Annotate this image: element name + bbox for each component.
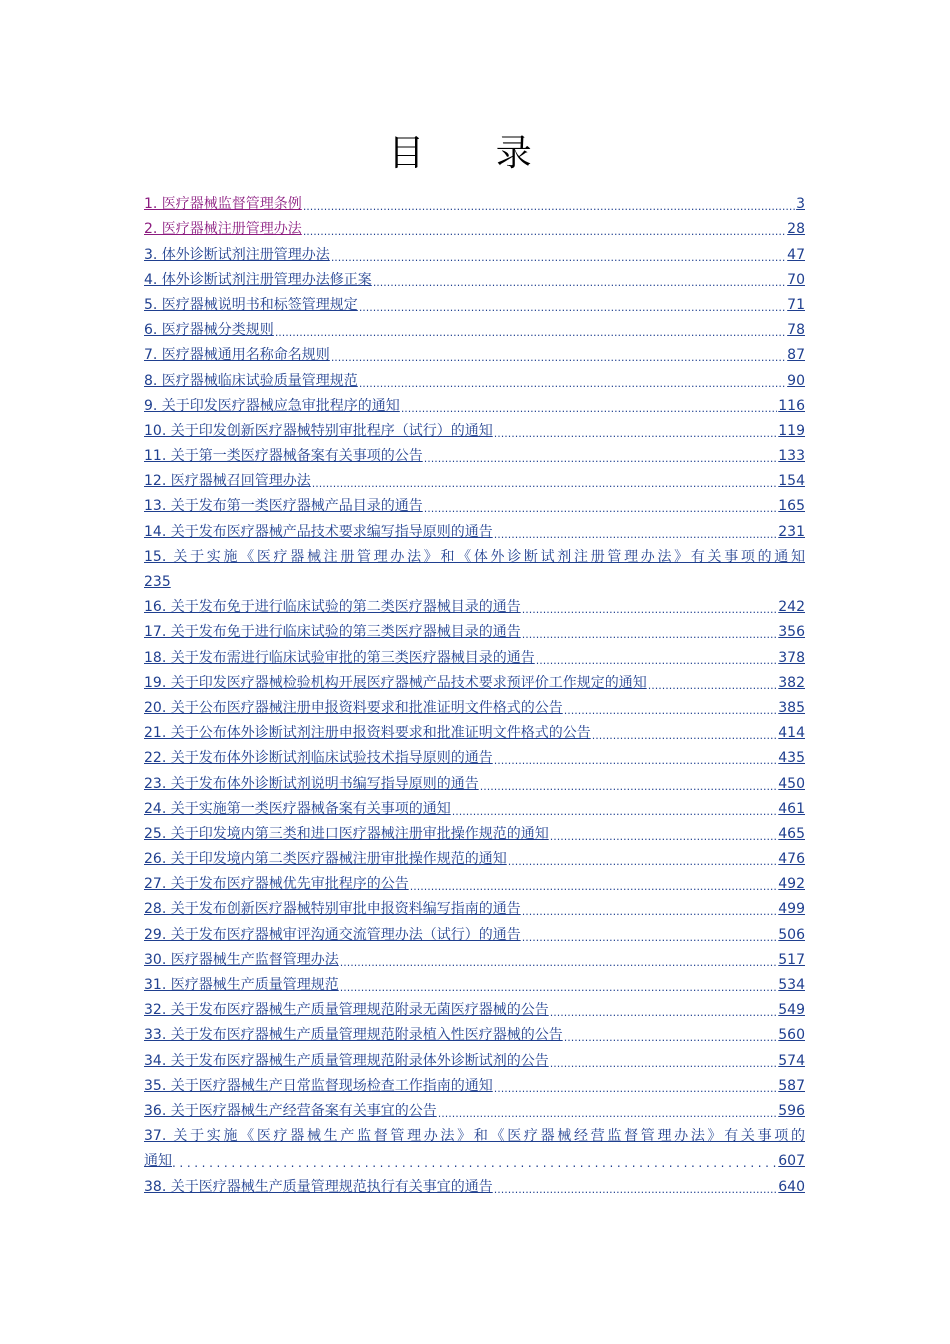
toc-entry-label[interactable]: 38. 关于医疗器械生产质量管理规范执行有关事宜的通告 (144, 1178, 493, 1195)
toc-leader-dots (303, 221, 786, 242)
toc-entry-16[interactable] (144, 595, 805, 620)
toc-leader-dots (522, 927, 778, 948)
toc-leader-dots (331, 247, 786, 268)
toc-page-number[interactable]: 242 (778, 599, 805, 616)
toc-leader-dots (592, 725, 778, 746)
toc-entry-label[interactable]: 8. 医疗器械临床试验质量管理规范 (144, 372, 358, 389)
toc-leader-dots (340, 952, 778, 973)
toc-entry-9[interactable] (144, 394, 805, 419)
toc-entry-label[interactable]: 18. 关于发布需进行临床试验审批的第三类医疗器械目录的通告 (144, 649, 535, 666)
toc-page-number[interactable]: 506 (778, 926, 805, 943)
toc-entry-23[interactable] (144, 771, 805, 796)
toc-page-number[interactable]: 499 (778, 901, 805, 918)
toc-page-number[interactable]: 587 (778, 1077, 805, 1094)
toc-entry-label[interactable]: 2. 医疗器械注册管理办法 (144, 221, 302, 238)
toc-entry-4[interactable] (144, 268, 805, 293)
toc-leader-dots (494, 1078, 778, 1099)
toc-entry-label[interactable]: 29. 关于发布医疗器械审评沟通交流管理办法（试行）的通告 (144, 926, 521, 943)
toc-page-number[interactable]: 356 (778, 624, 805, 641)
toc-entry-18[interactable] (144, 645, 805, 670)
toc-page-number[interactable]: 596 (778, 1102, 805, 1119)
toc-leader-dots (536, 650, 778, 671)
toc-entry-6[interactable] (144, 318, 805, 343)
toc-entry-label[interactable]: 7. 医疗器械通用名称命名规则 (144, 347, 330, 364)
toc-entry-label[interactable]: 36. 关于医疗器械生产经营备案有关事宜的公告 (144, 1102, 437, 1119)
toc-entry-3[interactable] (144, 242, 805, 267)
toc-entry-continuation[interactable] (144, 1149, 805, 1174)
toc-entry-label[interactable]: 1. 医疗器械监督管理条例 (144, 196, 302, 213)
toc-page-number[interactable]: 378 (778, 649, 805, 666)
toc-entry-label[interactable]: 17. 关于发布免于进行临床试验的第三类医疗器械目录的通告 (144, 624, 521, 641)
toc-page-number[interactable]: 154 (778, 473, 805, 490)
toc-leader-dots (522, 901, 778, 922)
toc-entry-17[interactable] (144, 620, 805, 645)
toc-page-number[interactable]: 517 (778, 951, 805, 968)
toc-page-number[interactable]: 435 (778, 750, 805, 767)
toc-leader-dots (564, 700, 778, 721)
toc-page-number[interactable]: 231 (778, 523, 805, 540)
toc-entry-label-continued[interactable]: 通知 (144, 1153, 172, 1170)
toc-entry-24[interactable] (144, 797, 805, 822)
toc-entry-30[interactable] (144, 948, 805, 973)
toc-page-number[interactable]: 476 (778, 851, 805, 868)
toc-page-number[interactable]: 71 (787, 296, 805, 313)
toc-leader-dots (359, 373, 786, 394)
toc-leader-dots (508, 851, 778, 872)
toc-leader-dots (550, 1002, 778, 1023)
toc-page-number[interactable]: 90 (787, 372, 805, 389)
toc-entry-12[interactable] (144, 469, 805, 494)
toc-entry-37[interactable] (144, 1124, 805, 1174)
toc-leader-dots (401, 398, 777, 419)
toc-leader-dots (522, 599, 778, 620)
toc-entry-label[interactable]: 28. 关于发布创新医疗器械特别审批申报资料编写指南的通告 (144, 901, 521, 918)
toc-page-number[interactable]: 465 (778, 825, 805, 842)
toc-page-number[interactable]: 133 (778, 448, 805, 465)
toc-leader-dots (550, 826, 778, 847)
toc-leader-dots (340, 977, 778, 998)
toc-entry-label[interactable]: 22. 关于发布体外诊断试剂临床试验技术指导原则的通告 (144, 750, 493, 767)
toc-page-number[interactable]: 382 (778, 674, 805, 691)
toc-entry-label[interactable]: 15. 关于实施《医疗器械注册管理办法》和《体外诊断试剂注册管理办法》有关事项的通知 (144, 548, 805, 565)
toc-entry-26[interactable] (144, 847, 805, 872)
toc-leader-dots (331, 347, 786, 368)
toc-entry-21[interactable] (144, 721, 805, 746)
toc-entry-5[interactable] (144, 293, 805, 318)
toc-leader-dots (480, 776, 778, 797)
toc-entry-label[interactable]: 5. 医疗器械说明书和标签管理规定 (144, 296, 358, 313)
toc-page-number[interactable]: 116 (778, 397, 805, 414)
toc-page-number[interactable]: 549 (778, 1002, 805, 1019)
toc-entry-label[interactable]: 9. 关于印发医疗器械应急审批程序的通知 (144, 397, 400, 414)
toc-entry-36[interactable] (144, 1099, 805, 1124)
toc-entry-label[interactable]: 27. 关于发布医疗器械优先审批程序的公告 (144, 876, 409, 893)
toc-entry-19[interactable] (144, 671, 805, 696)
toc-leader-dots (564, 1027, 778, 1048)
toc-entry-label[interactable]: 14. 关于发布医疗器械产品技术要求编写指导原则的通告 (144, 523, 493, 540)
toc-entry-label[interactable]: 25. 关于印发境内第三类和进口医疗器械注册审批操作规范的通知 (144, 825, 549, 842)
toc-entry-label[interactable]: 26. 关于印发境内第二类医疗器械注册审批操作规范的通知 (144, 851, 507, 868)
toc-entry-31[interactable] (144, 973, 805, 998)
toc-entry-label[interactable]: 12. 医疗器械召回管理办法 (144, 473, 311, 490)
toc-entry-label[interactable]: 30. 医疗器械生产监督管理办法 (144, 951, 339, 968)
toc-leader-dots (275, 322, 786, 343)
toc-leader-dots (359, 297, 786, 318)
toc-page-number[interactable]: 78 (787, 322, 805, 339)
toc-page-number[interactable]: 492 (778, 876, 805, 893)
table-of-contents (144, 192, 805, 1200)
toc-leader-dots (494, 524, 778, 545)
toc-leader-dots (452, 801, 778, 822)
toc-entry-11[interactable] (144, 444, 805, 469)
toc-leader-dots (438, 1103, 778, 1124)
toc-leader-dots (424, 498, 778, 519)
toc-entry-label[interactable]: 24. 关于实施第一类医疗器械备案有关事项的通知 (144, 800, 451, 817)
toc-page-number[interactable]: 461 (778, 800, 805, 817)
toc-entry-label[interactable]: 32. 关于发布医疗器械生产质量管理规范附录无菌医疗器械的公告 (144, 1002, 549, 1019)
toc-entry-22[interactable] (144, 746, 805, 771)
toc-entry-label[interactable]: 35. 关于医疗器械生产日常监督现场检查工作指南的通知 (144, 1077, 493, 1094)
toc-entry-label[interactable]: 21. 关于公布体外诊断试剂注册申报资料要求和批准证明文件格式的公告 (144, 725, 591, 742)
toc-leader-dots (494, 423, 778, 444)
toc-entry-35[interactable] (144, 1074, 805, 1099)
toc-leader-dots (550, 1053, 778, 1074)
toc-entry-label[interactable]: 13. 关于发布第一类医疗器械产品目录的通告 (144, 498, 423, 515)
toc-entry-27[interactable] (144, 872, 805, 897)
toc-leader-dots (410, 876, 778, 897)
toc-page-number[interactable]: 574 (778, 1052, 805, 1069)
toc-entry-label[interactable]: 16. 关于发布免于进行临床试验的第二类医疗器械目录的通告 (144, 599, 521, 616)
toc-leader-dots (172, 1153, 778, 1174)
toc-page-number[interactable]: 607 (778, 1153, 805, 1170)
toc-entry-32[interactable] (144, 998, 805, 1023)
toc-page-number[interactable]: 235 (144, 573, 171, 590)
toc-entry-28[interactable] (144, 897, 805, 922)
toc-page-number[interactable]: 70 (787, 271, 805, 288)
toc-page-number[interactable]: 28 (787, 221, 805, 238)
page-title: 目 录 (388, 133, 562, 174)
toc-page-number[interactable]: 3 (796, 196, 805, 213)
toc-entry-10[interactable] (144, 419, 805, 444)
toc-entry-label[interactable]: 23. 关于发布体外诊断试剂说明书编写指导原则的通告 (144, 775, 479, 792)
toc-entry-label[interactable]: 11. 关于第一类医疗器械备案有关事项的公告 (144, 448, 423, 465)
toc-entry-label[interactable]: 4. 体外诊断试剂注册管理办法修正案 (144, 271, 372, 288)
toc-page-number[interactable]: 534 (778, 977, 805, 993)
toc-entry-label[interactable]: 20. 关于公布医疗器械注册申报资料要求和批准证明文件格式的公告 (144, 699, 563, 716)
toc-entry-label[interactable]: 10. 关于印发创新医疗器械特别审批程序（试行）的通知 (144, 422, 493, 439)
toc-entry-7[interactable] (144, 343, 805, 368)
toc-entry-label[interactable]: 37. 关于实施《医疗器械生产监督管理办法》和《医疗器械经营监督管理办法》有关事项的 (144, 1127, 805, 1144)
toc-leader-dots (303, 196, 795, 217)
toc-entry-14[interactable] (144, 519, 805, 544)
toc-entry-29[interactable] (144, 922, 805, 947)
toc-entry-38[interactable] (144, 1174, 805, 1199)
toc-entry-1[interactable] (144, 192, 805, 217)
toc-page-number[interactable]: 119 (778, 422, 805, 439)
toc-entry-25[interactable] (144, 822, 805, 847)
toc-leader-dots (312, 473, 778, 494)
toc-page-number[interactable]: 450 (778, 775, 805, 792)
toc-page-number[interactable]: 47 (787, 246, 805, 263)
toc-entry-label[interactable]: 6. 医疗器械分类规则 (144, 322, 274, 339)
toc-page-number[interactable]: 165 (778, 498, 805, 515)
toc-leader-dots (648, 675, 778, 696)
toc-entry-13[interactable] (144, 494, 805, 519)
toc-page-number[interactable]: 640 (778, 1178, 805, 1195)
toc-leader-dots (373, 272, 786, 293)
toc-entry-label[interactable]: 19. 关于印发医疗器械检验机构开展医疗器械产品技术要求预评价工作规定的通知 (144, 674, 647, 691)
toc-entry-15[interactable] (144, 545, 805, 595)
toc-entry-33[interactable] (144, 1023, 805, 1048)
toc-leader-dots (522, 624, 778, 645)
toc-leader-dots (494, 1179, 778, 1200)
toc-entry-label[interactable]: 34. 关于发布医疗器械生产质量管理规范附录体外诊断试剂的公告 (144, 1052, 549, 1069)
toc-leader-dots (424, 448, 778, 469)
toc-entry-label[interactable]: 33. 关于发布医疗器械生产质量管理规范附录植入性医疗器械的公告 (144, 1027, 563, 1044)
toc-page-number[interactable]: 414 (778, 725, 805, 742)
toc-entry-label[interactable]: 31. 医疗器械生产质量管理规范 (144, 977, 339, 993)
toc-entry-2[interactable] (144, 217, 805, 242)
toc-page-number[interactable]: 87 (787, 347, 805, 364)
toc-entry-20[interactable] (144, 696, 805, 721)
toc-page-number[interactable]: 560 (778, 1027, 805, 1044)
toc-entry-label[interactable]: 3. 体外诊断试剂注册管理办法 (144, 246, 330, 263)
toc-entry-34[interactable] (144, 1048, 805, 1073)
toc-leader-dots (494, 750, 778, 771)
toc-page-number[interactable]: 385 (778, 699, 805, 716)
toc-entry-8[interactable] (144, 368, 805, 393)
